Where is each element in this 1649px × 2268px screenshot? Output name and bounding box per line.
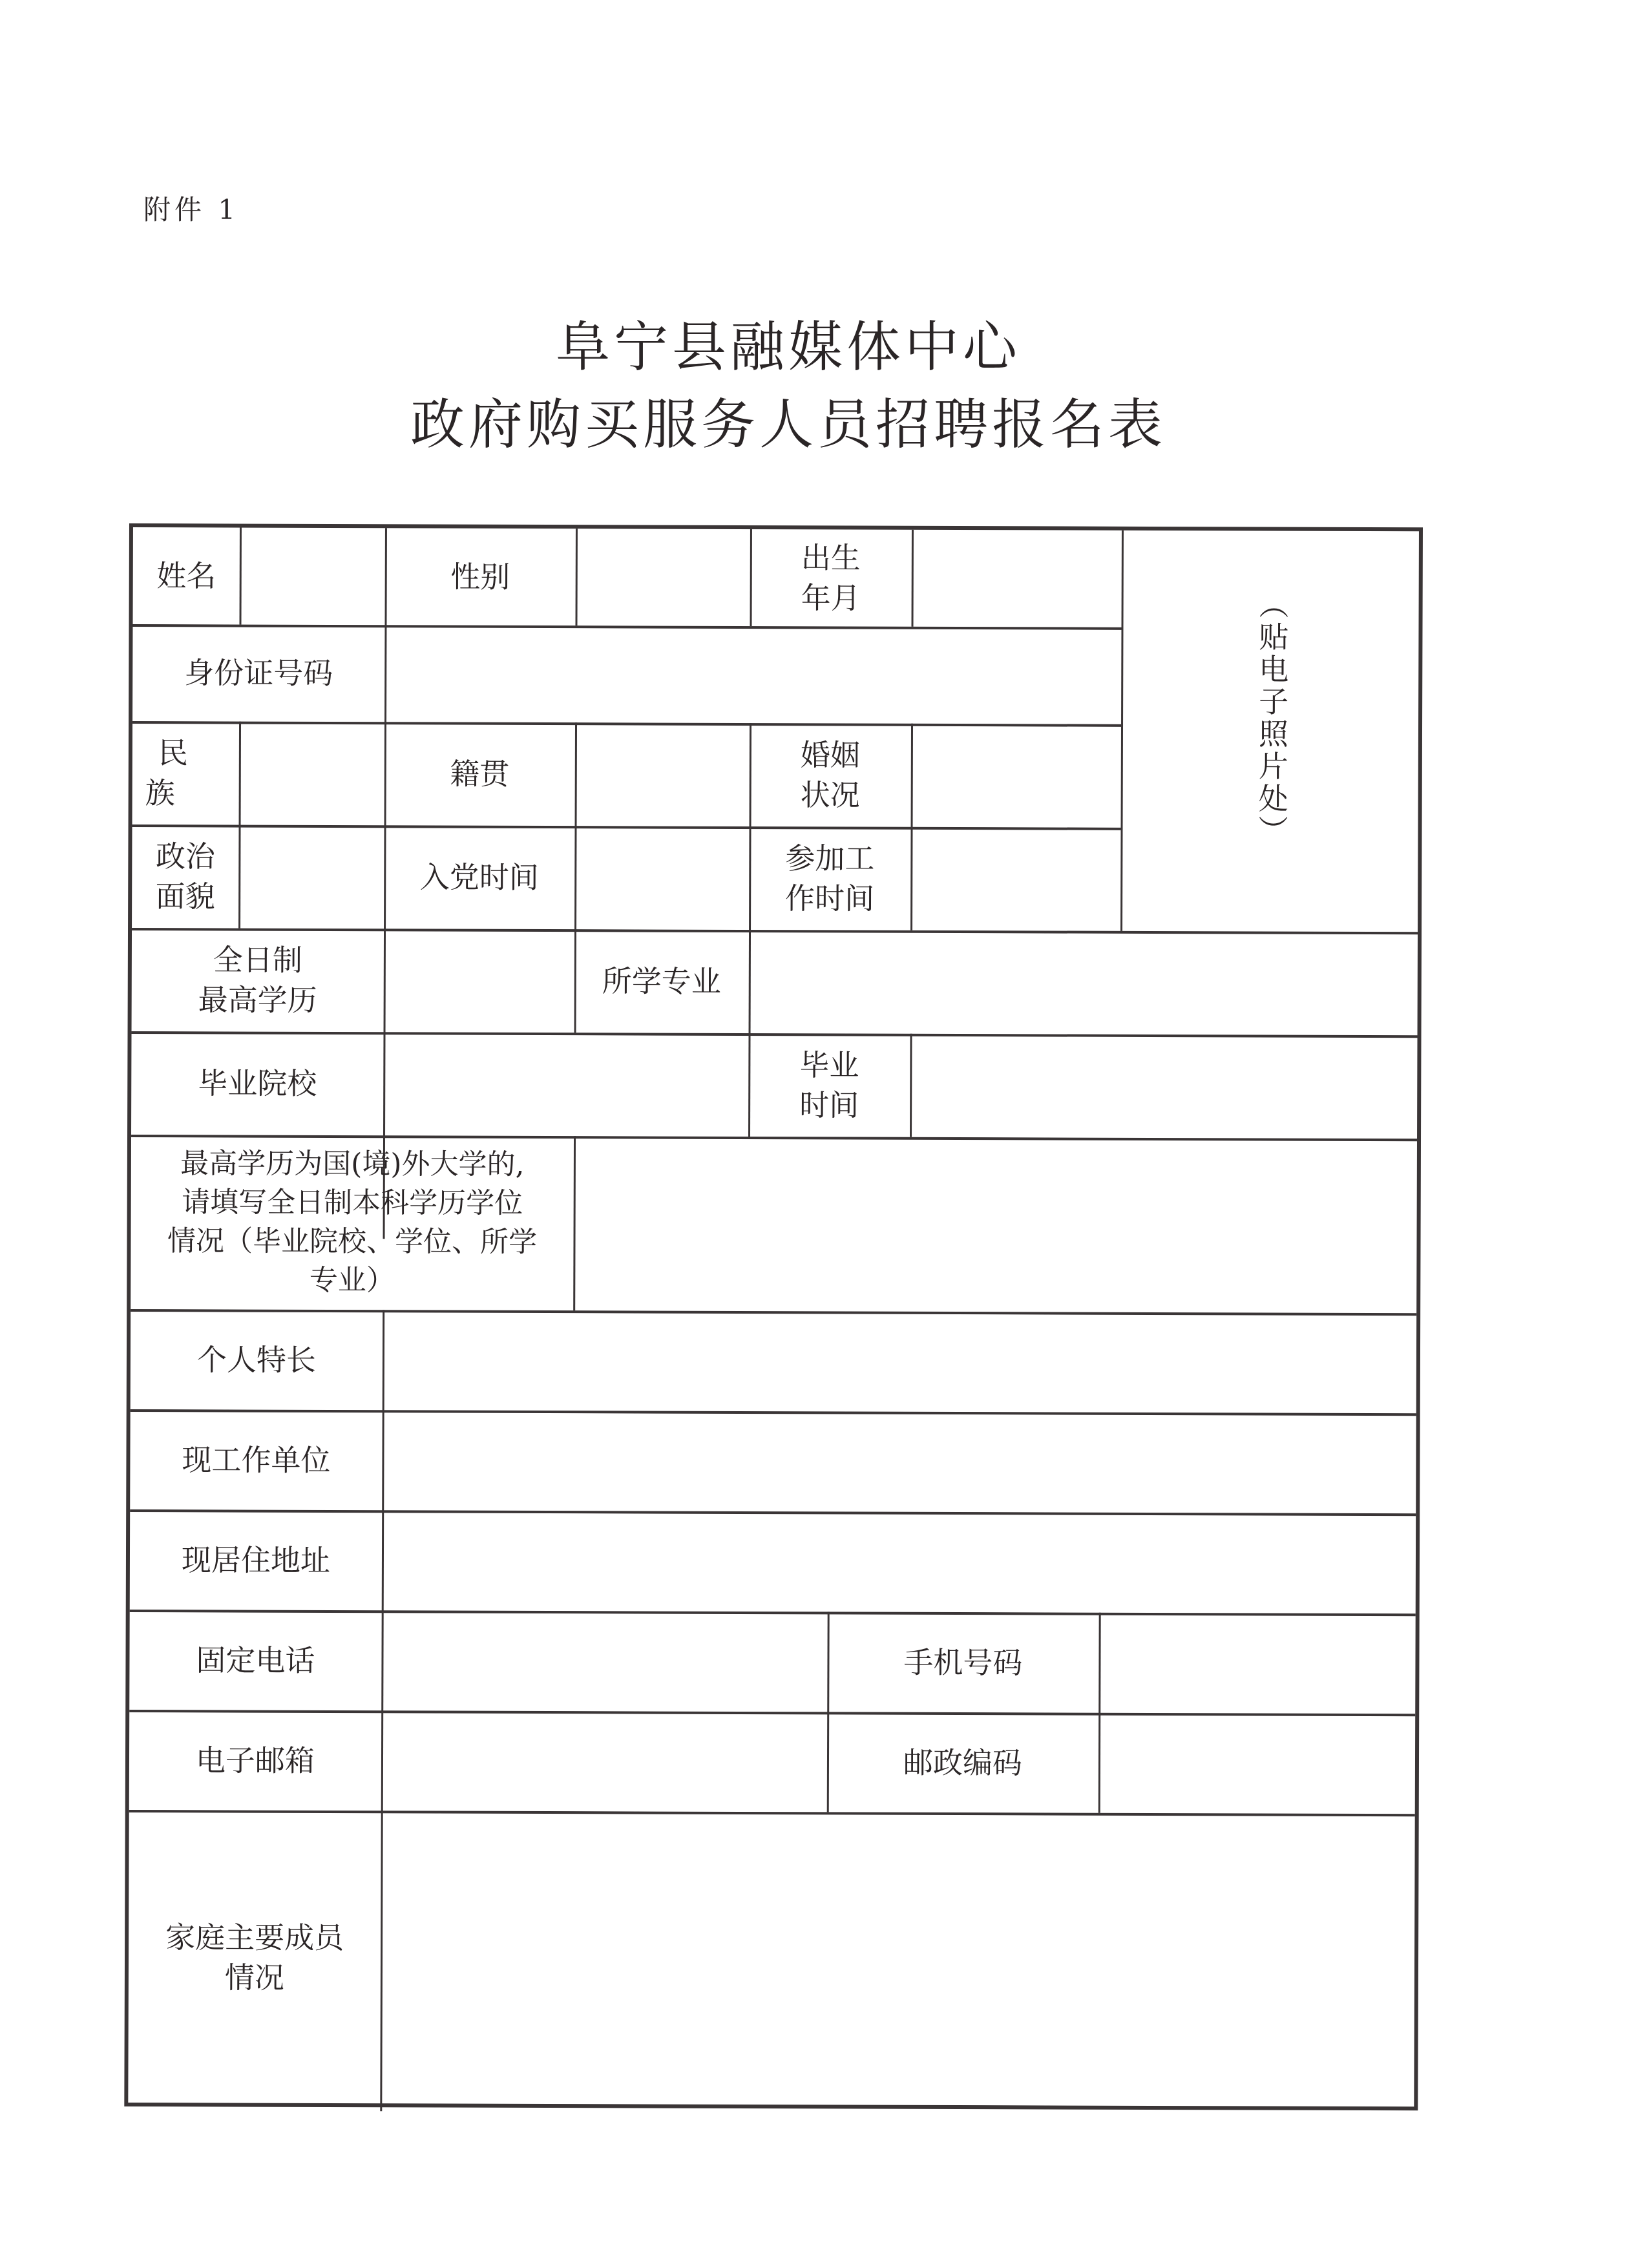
overseas-label-line3: 情况（毕业院校、学位、所学 — [167, 1224, 538, 1259]
mobile-label: 手机号码 — [903, 1644, 1023, 1680]
marital-field[interactable] — [913, 724, 1122, 828]
ethnicity-label-line1: 民 — [158, 735, 188, 771]
employer-label: 现工作单位 — [182, 1442, 331, 1478]
political-label-line1: 政治 — [155, 839, 215, 874]
ethnicity-field[interactable] — [241, 722, 385, 826]
id-number-field[interactable] — [386, 625, 1121, 724]
email-label: 电子邮箱 — [195, 1742, 315, 1778]
birth-label-line1: 出生 — [801, 540, 861, 576]
postcode-field[interactable] — [1100, 1713, 1417, 1814]
specialty-label: 个人特长 — [196, 1341, 317, 1378]
overseas-label-line1: 最高学历为国(境)外大学的, — [180, 1147, 525, 1181]
political-label-line2: 面貌 — [155, 879, 215, 914]
mobile-field[interactable] — [1100, 1613, 1417, 1714]
id-number-label: 身份证号码 — [184, 655, 333, 691]
address-label: 现居住地址 — [181, 1542, 331, 1578]
overseas-label-line2: 请填写全日制本科学历学位 — [182, 1186, 523, 1220]
work-start-label-line1: 参加工 — [785, 841, 875, 876]
grad-time-field[interactable] — [912, 1034, 1419, 1139]
name-label: 姓名 — [156, 558, 216, 594]
family-field[interactable] — [382, 1811, 1416, 2108]
party-date-label: 入党时间 — [419, 859, 539, 895]
landline-field[interactable] — [383, 1610, 827, 1712]
native-place-label: 籍贯 — [450, 756, 510, 792]
political-label — [132, 824, 239, 929]
marital-label — [750, 723, 912, 827]
landline-label: 固定电话 — [196, 1642, 315, 1678]
work-start-label-line2: 作时间 — [785, 881, 875, 916]
marital-label-line1: 婚姻 — [800, 737, 860, 773]
ethnicity-label — [132, 721, 240, 825]
specialty-field[interactable] — [384, 1310, 1418, 1413]
employer-field[interactable] — [384, 1410, 1418, 1513]
family-label-line1: 家庭主要成员 — [165, 1919, 344, 1955]
photo-placeholder[interactable]: （贴电子照片处） — [1254, 589, 1290, 848]
work-start-field[interactable] — [912, 827, 1121, 931]
email-field[interactable] — [383, 1710, 827, 1812]
major-label: 所学专业 — [602, 963, 721, 999]
major-field[interactable] — [751, 930, 1420, 1035]
school-label: 毕业院校 — [198, 1066, 317, 1101]
education-label-line2: 最高学历 — [198, 982, 317, 1018]
grad-time-label — [748, 1033, 910, 1137]
family-label — [128, 1810, 381, 2105]
education-label — [132, 928, 384, 1032]
gender-field[interactable] — [578, 529, 750, 626]
page-title-line2: 政府购买服务人员招聘报名表 — [410, 393, 1166, 456]
postcode-label: 邮政编码 — [903, 1745, 1023, 1780]
page-title-line1: 阜宁县融媒体中心 — [555, 315, 1021, 379]
marital-label-line2: 状况 — [800, 777, 860, 813]
birth-label-line2: 年月 — [801, 580, 861, 616]
birth-field[interactable] — [914, 530, 1122, 627]
work-start-label — [749, 826, 911, 930]
party-date-field[interactable] — [576, 826, 750, 930]
attachment-label: 附件 1 — [143, 194, 240, 226]
overseas-field[interactable] — [575, 1136, 1419, 1313]
education-field[interactable] — [386, 929, 575, 1033]
gender-label: 性别 — [450, 559, 510, 594]
birth-label — [750, 529, 912, 627]
registration-form-table — [124, 523, 1423, 2110]
name-field[interactable] — [242, 528, 385, 625]
political-field[interactable] — [240, 825, 384, 929]
address-field[interactable] — [384, 1510, 1418, 1613]
overseas-label — [131, 1135, 574, 1310]
overseas-label-line4: 专业） — [309, 1263, 395, 1297]
family-label-line2: 情况 — [224, 1959, 285, 1995]
grad-time-label-line2: 时间 — [799, 1087, 859, 1123]
education-label-line1: 全日制 — [213, 942, 302, 978]
grad-time-label-line1: 毕业 — [799, 1047, 859, 1083]
ethnicity-label-line2: 族 — [145, 775, 175, 811]
native-place-field[interactable] — [577, 722, 750, 826]
